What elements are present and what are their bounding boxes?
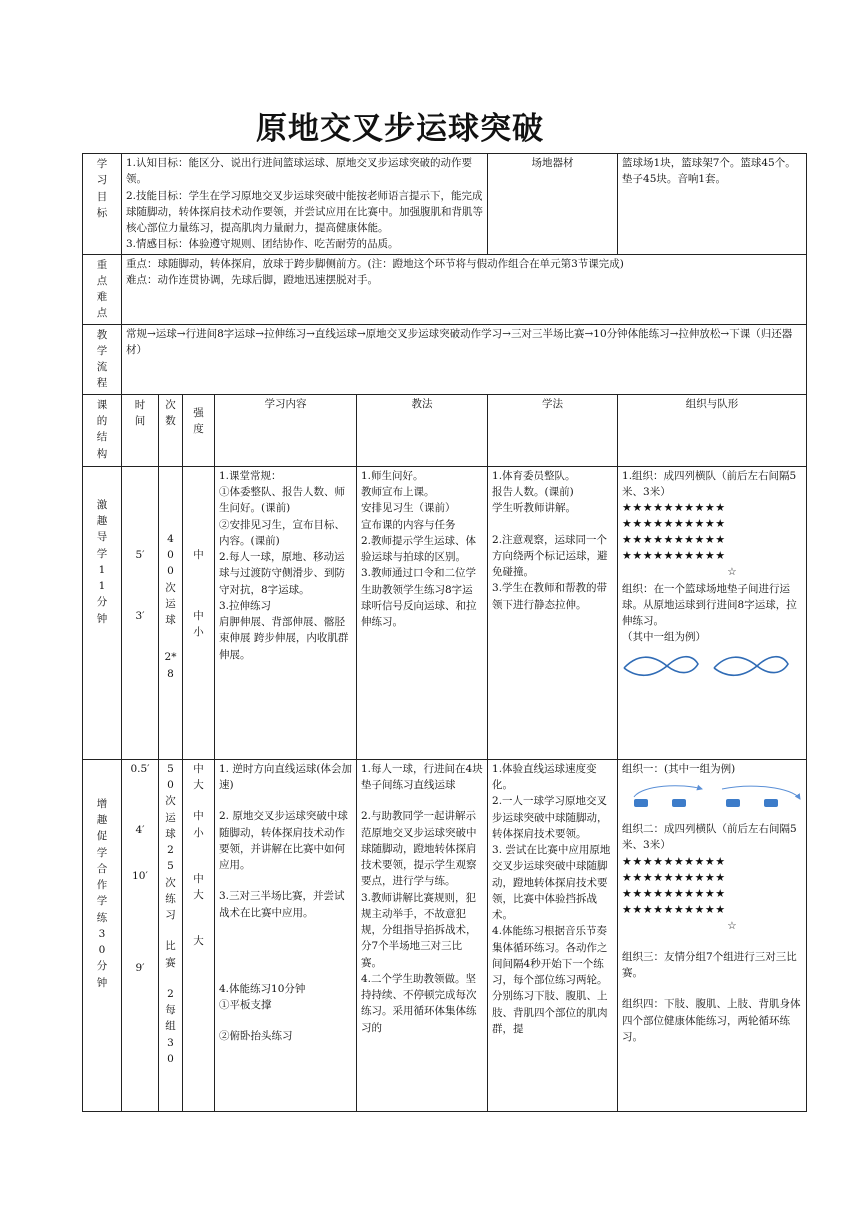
section2-teaching-0: 1.每人一球，行进间在4块垫子间练习直线运球 (361, 762, 483, 791)
section2-count-c: 比赛 (165, 940, 176, 969)
section2-label: 增趣促学合作学练30分钟 (96, 797, 108, 989)
section1-content-2: ②安排见习生，宣布目标、内容。(课前) (219, 518, 345, 547)
section2-learning-1: 2.一人一球学习原地交叉步运球突破中球随脚动，转体探肩技术要领。 (492, 795, 608, 840)
section2-count-b: 25次练习 (165, 844, 176, 922)
header-learning: 学法 (542, 397, 564, 410)
dribble-arrow-1 (634, 786, 702, 797)
header-intensity: 强度 (193, 406, 204, 435)
venue-text: 篮球场1块，篮球架7个。篮球45个。垫子45块。音响1套。 (622, 157, 796, 186)
section1-learning-1: 报告人数。(课前) (492, 485, 574, 498)
flow-row (83, 324, 807, 394)
straight-dribble-diagram (622, 777, 802, 821)
key-point: 重点：球随脚动，转体探肩，放球于跨步脚侧前方。(注：蹬地这个环节将与假动作组合在单元第3节课完成) (126, 257, 624, 270)
section2-time-a: 0.5′ (130, 762, 150, 775)
section2-org-line1: 组织一：(其中一组为例) (622, 762, 736, 775)
section2-org-line2: 组织二：成四列横队（前后左右间隔5米、3米） (622, 822, 797, 852)
key-points-cell (122, 254, 807, 324)
section2-org-line3: 组织三：友情分组7个组进行三对三比赛。 (622, 950, 797, 980)
section2-learning-3: 4.体能练习根据音乐节奏集体循环练习。各动作之间间隔4秒开始下一个练习，每个部位练习两轮。分别练习下肢、腹肌、上肢、背肌四个部位的肌肉群，提 (492, 925, 608, 1035)
goals-label: 学习目标 (96, 158, 108, 219)
section2-teaching-cell (357, 759, 488, 1111)
header-organization-cell (618, 394, 807, 466)
section1-count-cell (159, 466, 183, 759)
section2-time-b: 4′ (135, 823, 145, 836)
section1-time-a: 5′ (135, 548, 145, 561)
section2-count-d: 2每组30 (165, 987, 176, 1065)
section2-intensity-b: 中小 (193, 810, 204, 839)
formation-row-4: ★★★★★★★★★★ (622, 549, 726, 563)
header-teaching-cell (357, 394, 488, 466)
section1-teaching-4: 2.教师提示学生运球、体验运球与拍球的区别。 (361, 534, 477, 564)
dribble-arrow-2 (722, 786, 800, 799)
figure-eight-path-1 (624, 656, 698, 675)
formation-row-3: ★★★★★★★★★★ (622, 533, 726, 547)
header-teaching: 教法 (411, 397, 433, 410)
flow-cell (122, 324, 807, 394)
header-time-cell (122, 394, 159, 466)
section2-content-3: 4.体能练习10分钟 (219, 982, 306, 995)
formation-row-1: ★★★★★★★★★★ (622, 501, 726, 515)
page-title: 原地交叉步运球突破 (256, 111, 544, 147)
section2-org-cell (618, 759, 807, 1111)
goals-cell (122, 154, 488, 255)
section2-time-cell (122, 759, 159, 1111)
mat-marker-3 (726, 799, 740, 807)
section2-content-1: 2. 原地交叉步运球突破中球随脚动，转体探肩技术动作要领，并讲解在比赛中如何应用。 (219, 810, 348, 872)
section1-learning-cell (488, 466, 618, 759)
header-row (83, 394, 807, 466)
figure-eight-dribble-diagram (622, 646, 802, 686)
section1-row (83, 466, 807, 759)
section2-learning-cell (488, 759, 618, 1111)
section2-teaching-2: 3.教师讲解比赛规则，犯规主动举手，不故意犯规，分组指导掐拆战术，分7个半场地三对三比赛。 (361, 891, 477, 969)
section2-content-4: ①平板支撑 (219, 999, 272, 1012)
flow-label: 教学流程 (96, 328, 108, 390)
formation2-row-4: ★★★★★★★★★★ (622, 902, 726, 916)
header-content: 学习内容 (264, 397, 307, 410)
section2-teaching-3: 4.二个学生助教领做。坚持持续、不停顿完成每次练习。采用循环体集体练习的 (361, 972, 477, 1034)
section1-count-a: 400次运球 (165, 532, 176, 627)
formation2-row-1: ★★★★★★★★★★ (622, 854, 726, 868)
section1-content-5: 肩胛伸展、背部伸展、髂胫束伸展 跨步伸展，内收肌群伸展。 (219, 616, 349, 661)
section1-learning-2: 学生听教师讲解。 (492, 502, 577, 515)
section1-teaching-5: 3.教师通过口令和二位学生助教领学生练习8字运球听信号反向运球、和拉伸练习。 (361, 567, 477, 629)
header-structure-cell (83, 394, 122, 466)
section2-learning-2: 3. 尝试在比赛中应用原地交叉步运球突破中球随脚动，蹬地转体探肩技术要领，比赛中体验挡拆战术。 (492, 844, 611, 922)
goal-cognitive: 1.认知目标：能区分、说出行进间篮球运球、原地交叉步运球突破的动作要领。 (126, 157, 473, 186)
header-structure: 课的结构 (96, 398, 108, 460)
section1-learning-0: 1.体育委员整队。 (492, 469, 576, 482)
section1-intensity-b: 中小 (193, 609, 204, 639)
header-learning-cell (488, 394, 618, 466)
section2-content-cell (215, 759, 357, 1111)
goal-skill: 2.技能目标：学生在学习原地交叉步运球突破中能按老师语言提示下，能完成球随脚动，转体探肩技术动作要领，并尝试应用在比赛中。加强腹肌和背肌等核心部位力量练习，提高肌肉力量耐力，提高健康体能。 (126, 189, 483, 235)
section1-learning-4: 3.学生在教师和帮教的带领下进行静态拉伸。 (492, 582, 608, 611)
goals-label-cell (83, 154, 122, 255)
formation-row-2: ★★★★★★★★★★ (622, 517, 726, 531)
flow-text: 常规→运球→行进间8字运球→拉伸练习→直线运球→原地交叉步运球突破动作学习→三对三半场比赛→10分钟体能练习→拉伸放松→下课（归还器材） (126, 327, 793, 356)
section2-row (83, 759, 807, 1111)
figure-eight-path-2 (714, 656, 788, 675)
header-count: 次数 (165, 398, 176, 427)
section1-label: 激趣导学11分钟 (96, 498, 108, 625)
section1-intensity-a: 中 (193, 548, 204, 561)
section1-content-0: 1.课堂常规： (219, 469, 282, 482)
section1-org-line3: （其中一组为例） (622, 631, 707, 644)
key-points-label: 重点难点 (96, 258, 108, 320)
venue-label-cell (488, 154, 618, 255)
teacher-position-2: ☆ (727, 919, 737, 932)
mat-marker-4 (764, 799, 778, 807)
section1-content-3: 2.每人一球，原地、移动运球与过渡防守侧滑步、到防守对抗，8字运球。 (219, 551, 345, 596)
section2-time-c: 10′ (132, 870, 148, 883)
section2-org-line4: 组织四：下肢、腹肌、上肢、背肌身体四个部位健康体能练习，两轮循环练习。 (622, 998, 801, 1043)
section2-count-cell (159, 759, 183, 1111)
section1-teaching-cell (357, 466, 488, 759)
section1-teaching-1: 教师宣布上课。 (361, 485, 435, 498)
section1-org-line2: 组织：在一个篮球场地垫子间进行运球。从原地运球到行进间8字运球，拉伸练习。 (622, 582, 797, 628)
key-points-label-cell (83, 254, 122, 324)
section2-content-0: 1. 逆时方向直线运球(体会加速) (219, 762, 352, 791)
section1-label-cell (83, 466, 122, 759)
section2-content-2: 3.三对三半场比赛，并尝试战术在比赛中应用。 (219, 890, 345, 919)
teacher-position: ☆ (727, 566, 737, 579)
section1-content-cell (215, 466, 357, 759)
lesson-plan-table (82, 153, 807, 1112)
section2-label-cell (83, 759, 122, 1111)
section2-content-5: ②俯卧抬头练习 (219, 1030, 293, 1043)
mat-marker-1 (634, 799, 648, 807)
section2-count-a: 50次运球 (165, 762, 176, 840)
section1-time-b: 3′ (135, 609, 145, 622)
section1-time-cell (122, 466, 159, 759)
key-points-row (83, 254, 807, 324)
section2-intensity-d: 大 (193, 935, 204, 948)
venue-label: 场地器材 (531, 157, 574, 169)
difficulty: 难点：动作连贯协调，先球后脚，蹬地迅速摆脱对手。 (126, 273, 378, 286)
section1-content-4: 3.拉伸练习 (219, 599, 272, 612)
formation2-row-2: ★★★★★★★★★★ (622, 870, 726, 884)
goal-emotion: 3.情感目标：体验遵守规则、团结协作、吃苦耐劳的品质。 (126, 238, 399, 251)
header-intensity-cell (183, 394, 215, 466)
section1-teaching-0: 1.师生问好。 (361, 469, 424, 482)
section1-count-b: 2*8 (164, 651, 177, 680)
section1-org-line1: 1.组织：成四列横队（前后左右间隔5米、3米） (622, 469, 797, 498)
section2-learning-0: 1.体验直线运球速度变化。 (492, 762, 597, 791)
section2-intensity-c: 中大 (193, 872, 204, 902)
mat-marker-2 (672, 799, 686, 807)
header-count-cell (159, 394, 183, 466)
section2-teaching-1: 2.与助教同学一起讲解示范原地交叉步运球突破中球随脚动，蹬地转体探肩技术要领，提示学生观察要点，进行学与练。 (361, 810, 477, 888)
section1-content-1: ①体委整队、报告人数、师生问好。(课前) (219, 485, 345, 515)
flow-label-cell (83, 324, 122, 394)
formation2-row-3: ★★★★★★★★★★ (622, 886, 726, 900)
section1-learning-3: 2.注意观察，运球同一个方向绕两个标记运球，避免碰撞。 (492, 533, 608, 579)
header-content-cell (215, 394, 357, 466)
section1-org-cell (618, 466, 807, 759)
section1-intensity-cell (183, 466, 215, 759)
section1-teaching-3: 宣布课的内容与任务 (361, 518, 456, 531)
section2-intensity-cell (183, 759, 215, 1111)
header-time: 时间 (134, 398, 146, 427)
section2-intensity-a: 中大 (193, 762, 204, 791)
venue-cell (618, 154, 807, 255)
section1-teaching-2: 安排见习生（课前） (361, 502, 456, 515)
section2-time-d: 9′ (135, 961, 145, 974)
goals-row (83, 154, 807, 255)
header-organization: 组织与队形 (685, 397, 739, 410)
